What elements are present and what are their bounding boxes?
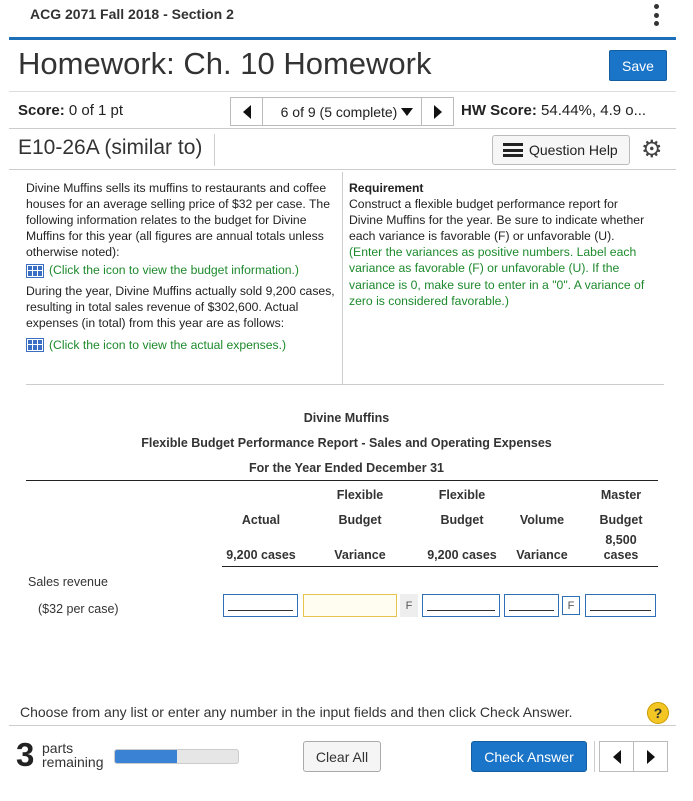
col-master-line3: 8,500: [605, 533, 637, 547]
arrow-left-icon: [243, 105, 251, 119]
score-value: 0 of 1 pt: [68, 102, 124, 119]
table-icon: [26, 264, 44, 278]
volume-variance-fav-select[interactable]: F: [562, 596, 580, 615]
divider: [9, 725, 676, 726]
problem-text: [26, 180, 336, 357]
progress-fill: [115, 750, 177, 763]
question-help-button[interactable]: [492, 135, 630, 165]
score-bar: [9, 91, 676, 129]
col-flex-var-line3: Variance: [334, 548, 386, 562]
budget-info-link[interactable]: [26, 262, 336, 278]
report-rule: [26, 480, 658, 481]
arrow-right-icon: [434, 105, 442, 119]
col-actual-cases: 9,200 cases: [226, 548, 296, 562]
save-button[interactable]: Save: [609, 50, 667, 81]
header-rule: [222, 566, 658, 567]
flex-variance-input[interactable]: [303, 594, 397, 617]
flex-variance-fav-select[interactable]: F: [400, 594, 418, 617]
col-flex-var-line2: Budget: [338, 513, 382, 527]
previous-part-button[interactable]: [599, 741, 634, 772]
requirement-text: Construct a flexible budget performance report for Divine Muffins for the year. Be sure to indicate whether each variance is favorable (F) or unfavorable (U).: [349, 197, 645, 244]
requirement-note: (Enter the variances as positive numbers. Label each variance as favorable (F) or unfavorable (U). If the variance is 0, make sure to enter in a "0". A variance of zero is considered favorable.): [349, 245, 645, 308]
divider: [26, 384, 664, 385]
report-period: For the Year Ended December 31: [249, 461, 444, 475]
previous-question-button[interactable]: [230, 97, 263, 126]
parts-progress-bar: [114, 749, 239, 764]
col-master-line2: Budget: [599, 513, 643, 527]
divider: [342, 172, 343, 384]
table-icon: [26, 338, 44, 352]
requirement-panel: [349, 180, 649, 309]
next-part-button[interactable]: [633, 741, 668, 772]
report-title: Flexible Budget Performance Report - Sales and Operating Expenses: [141, 436, 552, 450]
col-flex-budget-cases: 9,200 cases: [427, 548, 497, 562]
check-answer-button[interactable]: Check Answer: [471, 741, 587, 772]
question-help-label: Question Help: [529, 142, 618, 158]
arrow-right-icon: [647, 750, 655, 764]
master-budget-input[interactable]: [585, 594, 656, 617]
volume-variance-input[interactable]: [504, 594, 559, 617]
divider: [9, 169, 676, 170]
list-icon: [503, 143, 523, 157]
header-divider: [9, 37, 676, 40]
col-actual-label: Actual: [241, 513, 281, 527]
question-id: E10-26A (similar to): [18, 136, 203, 159]
col-master-line4: cases: [603, 548, 639, 562]
requirement-heading: Requirement: [349, 181, 424, 195]
question-selector[interactable]: [262, 97, 432, 126]
parts-remaining-label: [42, 741, 103, 769]
hw-score-label: HW Score:: [461, 102, 537, 119]
col-vol-var-line1: Volume: [519, 513, 565, 527]
score-label: Score:: [18, 102, 65, 119]
col-flex-budget-line1: Flexible: [438, 488, 486, 502]
row-label: Sales revenue: [28, 575, 108, 589]
actual-sales-input[interactable]: [223, 594, 298, 617]
col-flex-var-line1: Flexible: [336, 488, 384, 502]
flex-budget-input[interactable]: [422, 594, 500, 617]
row-sublabel: ($32 per case): [38, 602, 119, 616]
actual-expenses-link[interactable]: [26, 337, 336, 353]
course-bar: [0, 0, 693, 36]
question-position: 6 of 9 (5 complete): [280, 103, 398, 120]
clear-all-button[interactable]: Clear All: [303, 741, 381, 772]
parts-label-line1: parts: [42, 740, 74, 756]
score-display: [18, 102, 123, 119]
arrow-left-icon: [613, 750, 621, 764]
divider: [214, 134, 215, 166]
parts-label-line2: remaining: [42, 754, 104, 770]
budget-info-link-label: (Click the icon to view the budget information.): [49, 263, 299, 278]
hw-score-display: [461, 102, 673, 119]
actual-text: During the year, Divine Muffins actually sold 9,200 cases, resulting in total sales revenue of $302,600. Actual expenses (in total) from this year are as follows:: [26, 283, 335, 330]
course-title: ACG 2071 Fall 2018 - Section 2: [30, 6, 234, 22]
caret-down-icon: [401, 108, 413, 116]
problem-intro: Divine Muffins sells its muffins to restaurants and coffee houses for an average selling price of $32 per case. The following information relates to the budget for Divine Muffins for this year (all figures are annual totals unless otherwise noted):: [26, 181, 330, 260]
more-options-icon[interactable]: [650, 4, 662, 26]
next-question-button[interactable]: [421, 97, 454, 126]
divider: [594, 741, 595, 772]
actual-expenses-link-label: (Click the icon to view the actual expenses.): [49, 337, 287, 352]
page-title: Homework: Ch. 10 Homework: [18, 46, 432, 81]
help-icon[interactable]: ?: [647, 702, 669, 724]
col-vol-var-line2: Variance: [516, 548, 568, 562]
instructions: Choose from any list or enter any number in the input fields and then click Check Answer.: [20, 704, 573, 720]
hw-score-value: 54.44%, 4.9 o...: [541, 102, 647, 119]
col-master-line1: Master: [600, 488, 642, 502]
col-flex-budget-line2: Budget: [440, 513, 484, 527]
gear-icon[interactable]: ⚙: [641, 136, 663, 163]
parts-remaining-count: 3: [16, 736, 35, 773]
report-company: Divine Muffins: [303, 411, 390, 425]
